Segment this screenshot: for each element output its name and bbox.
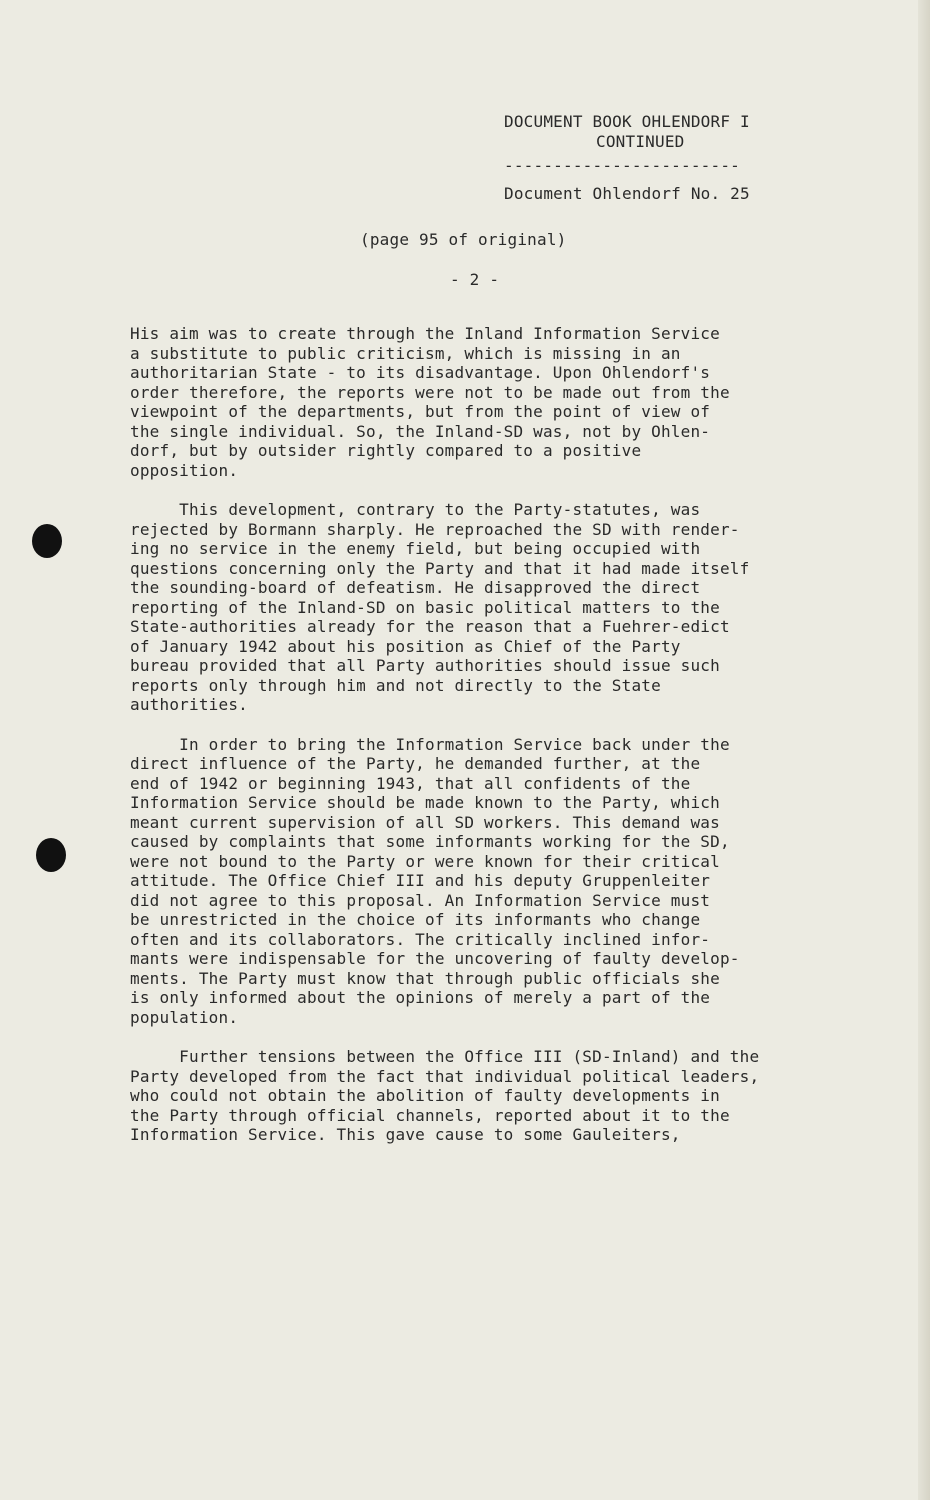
text-line: caused by complaints that some informants working for the SD, — [130, 832, 730, 851]
punch-hole-upper — [32, 524, 62, 558]
text-line: order therefore, the reports were not to be made out from the — [130, 382, 730, 402]
text-line: of January 1942 about his position as Chief of the Party — [130, 636, 681, 656]
text-line: viewpoint of the departments, but from the point of view of — [130, 402, 711, 421]
text-line: is only informed about the opinions of merely a part of the — [130, 988, 711, 1007]
text-line: mants were indispensable for the uncovering of faulty develop- — [130, 949, 740, 968]
text-line: ing no service in the enemy field, but being occupied with — [130, 539, 701, 558]
text-line: be unrestricted in the choice of its informants who change — [130, 910, 701, 929]
paragraph — [130, 735, 870, 1028]
text-line: dorf, but by outsider rightly compared to a positive — [130, 441, 642, 460]
text-line: often and its collaborators. The critically inclined infor- — [130, 929, 711, 949]
text-line: Party developed from the fact that individual political leaders, — [130, 1066, 760, 1086]
text-line: reports only through him and not directly to the State — [130, 675, 661, 695]
text-line: who could not obtain the abolition of faulty developments in — [130, 1086, 720, 1105]
text-line: population. — [130, 1007, 239, 1027]
text-line: authorities. — [130, 695, 248, 714]
text-line: authoritarian State - to its disadvantage. Upon Ohlendorf's — [130, 363, 711, 382]
text-line: In order to bring the Information Service back under the — [130, 734, 730, 754]
document-header — [504, 112, 804, 204]
text-line: This development, contrary to the Party-statutes, was — [130, 500, 701, 519]
paragraph — [130, 500, 870, 715]
text-line: attitude. The Office Chief III and his deputy Gruppenleiter — [130, 871, 711, 890]
text-line: direct influence of the Party, he demanded further, at the — [130, 754, 701, 773]
page-number: - 2 - — [450, 270, 500, 289]
text-line: the Party through official channels, reported about it to the — [130, 1105, 730, 1125]
text-line: did not agree to this proposal. An Information Service must — [130, 890, 711, 910]
header-rule: ------------------------ — [504, 156, 740, 175]
text-line: questions concerning only the Party and that it had made itself — [130, 558, 750, 578]
text-line: Information Service. This gave cause to some Gauleiters, — [130, 1125, 681, 1144]
text-line: ments. The Party must know that through public officials she — [130, 968, 720, 988]
paragraph — [130, 324, 870, 480]
body-text — [130, 324, 870, 1165]
text-line: the sounding-board of defeatism. He disapproved the direct — [130, 578, 701, 597]
text-line: opposition. — [130, 460, 239, 480]
text-line: bureau provided that all Party authorities should issue such — [130, 656, 720, 675]
text-line: were not bound to the Party or were known for their critical — [130, 851, 720, 871]
text-line: rejected by Bormann sharply. He reproached the SD with render- — [130, 519, 740, 539]
text-line: a substitute to public criticism, which is missing in an — [130, 343, 681, 363]
header-title: DOCUMENT BOOK OHLENDORF I — [504, 112, 750, 131]
text-line: State-authorities already for the reason that a Fuehrer-edict — [130, 617, 730, 636]
text-line: meant current supervision of all SD workers. This demand was — [130, 812, 720, 832]
page-edge — [918, 0, 930, 1500]
text-line: the single individual. So, the Inland-SD was, not by Ohlen- — [130, 421, 711, 441]
text-line: Further tensions between the Office III (SD-Inland) and the — [130, 1047, 760, 1066]
document-reference: Document Ohlendorf No. 25 — [504, 184, 750, 203]
original-page-note: (page 95 of original) — [360, 230, 567, 249]
paragraph — [130, 1047, 870, 1145]
text-line: reporting of the Inland-SD on basic political matters to the — [130, 597, 720, 617]
text-line: end of 1942 or beginning 1943, that all confidents of the — [130, 773, 691, 793]
text-line: Information Service should be made known to the Party, which — [130, 793, 720, 812]
punch-hole-lower — [36, 838, 66, 872]
text-line: His aim was to create through the Inland Information Service — [130, 324, 720, 343]
header-continued: CONTINUED — [596, 132, 685, 151]
